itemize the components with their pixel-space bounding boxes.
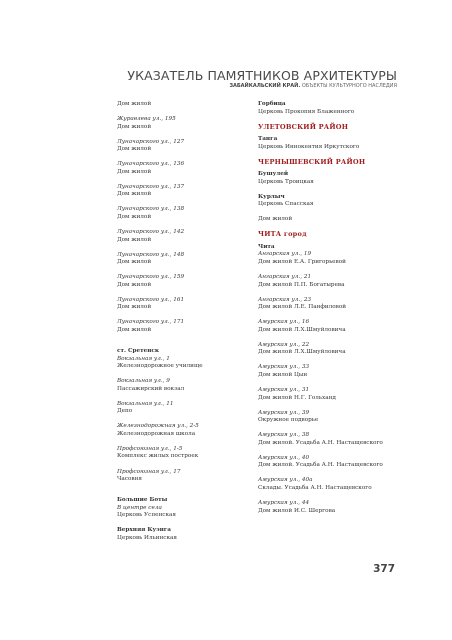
left-column [117,101,237,550]
monument-address: Амурская ул., 31 [258,387,310,394]
monument-entry [258,171,398,186]
monument-address: В центре села [117,504,162,511]
monument-entry [258,194,398,209]
monument-name: Железнодорожное училище [117,363,203,370]
monument-address: Амурская ул., 40 [258,454,310,461]
monument-name: Дом жилой [117,213,152,220]
monument-name: Железнодорожная школа [117,430,196,437]
monument-entry [258,455,398,470]
monument-entry [117,139,237,154]
monument-address: Амурская ул., 16 [258,319,310,326]
monument-name: Дом жилой [117,123,152,130]
district-heading: ЧИТА город [258,230,307,239]
monument-entry [258,387,398,402]
monument-entry [258,477,398,492]
monument-entry [117,274,237,289]
monument-name: Комплекс жилых построек [117,453,199,460]
page-header-subtitle [229,83,397,89]
locality-name: Бушулей [258,171,289,178]
monument-entry [117,184,237,199]
monument-entry [117,378,237,393]
district-heading: ЧЕРНЫШЕВСКИЙ РАЙОН [258,157,366,166]
monument-entry [258,364,398,379]
monument-name: Дом жилой П.П. Богатырева [258,281,345,288]
monument-entry [117,229,237,244]
monument-name: Дом жилой Л.Х.Шмуйловича [258,326,346,333]
monument-address: Железнодорожная ул., 2-5 [117,423,199,430]
monument-entry [117,206,237,221]
section-label: ОБЪЕКТЫ КУЛЬТУРНОГО НАСЛЕДИЯ [300,83,397,89]
monument-name: Дом жилой [117,236,152,243]
monument-entry [117,527,237,542]
monument-entry [258,410,398,425]
monument-address: Луначарского ул., 127 [117,138,185,145]
monument-entry [117,446,237,461]
monument-address: Ангарская ул., 21 [258,274,312,281]
monument-entry [117,252,237,267]
monument-name: Пассажирский вокзал [117,385,185,392]
monument-address: Вокзальная ул., 1 [117,355,170,362]
monument-entry [117,401,237,416]
monument-entry [258,342,398,357]
monument-address: Луначарского ул., 136 [117,161,185,168]
monument-name: Церковь Ильинская [117,534,178,541]
monument-name: Церковь Прокопия Блаженного [258,108,355,115]
locality-name: ст. Сретенск [117,348,159,355]
monument-name: Дом жилой И.С. Шергова [258,507,336,514]
page-header-title: УКАЗАТЕЛЬ ПАМЯТНИКОВ АРХИТЕКТУРЫ [127,68,397,83]
monument-name: Дом жилой. Усадьба А.Н. Настащевского [258,462,383,469]
monument-address: Амурская ул., 44 [258,500,310,506]
monument-address: Амурская ул., 33 [258,364,310,371]
monument-name: Склады. Усадьба А.Н. Настащевского [258,484,372,491]
monument-address: Вокзальная ул., 9 [117,378,170,385]
monument-name: Окружное подворье [258,417,319,424]
monument-address: Вокзальная ул., 11 [117,400,174,407]
monument-entry [258,216,398,224]
monument-address: Луначарского ул., 161 [117,296,185,303]
locality-name: Верхняя Куэнга [117,527,171,534]
monument-address: Профсоюзная ул., 17 [117,468,181,475]
monument-address: Амурская ул., 39 [258,409,310,416]
monument-entry [117,101,237,109]
monument-entry [258,500,398,515]
monument-entry [258,297,398,312]
monument-name: Дом жилой Н.Г. Гольханд [258,394,336,401]
monument-name: Церковь Спасская [258,201,314,208]
monument-address: Амурская ул., 40а [258,477,313,484]
monument-name: Дом жилой [117,146,152,153]
monument-name: Дом жилой [117,191,152,198]
monument-address: Журавлева ул., 195 [117,116,176,123]
monument-entry [117,348,237,371]
locality-name: Большие Боты [117,497,168,504]
locality-name: Танга [258,136,278,143]
monument-address: Амурская ул., 38 [258,432,310,439]
locality-name: Чита [258,243,275,250]
monument-name: Дом жилой [117,101,152,107]
monument-entry [117,469,237,484]
monument-entry [117,116,237,131]
monument-name: Дом жилой [117,304,152,311]
monument-name: Депо [117,408,133,415]
monument-address: Ангарская ул., 19 [258,251,312,258]
locality-name: Курлыч [258,193,285,200]
monument-address: Луначарского ул., 138 [117,206,185,213]
page-number: 377 [373,563,395,575]
monument-entry [258,244,398,267]
monument-entry [117,497,237,520]
monument-entry [258,101,398,116]
monument-name: Дом жилой. Усадьба А.Н. Настащевского [258,439,383,446]
monument-entry [258,319,398,334]
monument-address: Луначарского ул., 171 [117,319,185,326]
monument-name: Дом жилой [258,216,293,223]
monument-entry [117,319,237,334]
monument-address: Луначарского ул., 137 [117,183,185,190]
monument-name: Часовня [117,476,142,482]
monument-address: Луначарского ул., 142 [117,229,185,236]
monument-address: Луначарского ул., 148 [117,251,185,258]
monument-name: Дом жилой [117,326,152,333]
monument-address: Луначарского ул., 159 [117,274,185,281]
monument-entry [258,432,398,447]
monument-entry [258,274,398,289]
monument-entry [117,161,237,176]
region-label: ЗАБАЙКАЛЬСКИЙ КРАЙ. [229,83,301,89]
monument-entry [117,423,237,438]
monument-name: Церковь Троицкая [258,178,314,185]
monument-name: Дом жилой Л.Х.Шмуйловича [258,349,346,356]
monument-name: Дом жилой [117,281,152,288]
locality-name: Горбица [258,101,286,107]
district-heading: УЛЕТОВСКИЙ РАЙОН [258,122,349,131]
monument-name: Церковь Иннокентия Иркутского [258,143,360,150]
monument-name: Дом жилой Цын [258,371,308,378]
monument-address: Профсоюзная ул., 1-5 [117,445,183,452]
right-column [258,101,398,523]
monument-name: Дом жилой [117,168,152,175]
monument-entry [117,297,237,312]
monument-name: Дом жилой [117,259,152,266]
monument-entry [258,136,398,151]
monument-name: Церковь Успенская [117,512,177,519]
monument-name: Дом жилой Л.Е. Панфиловой [258,304,347,311]
monument-address: Амурская ул., 22 [258,341,310,348]
monument-name: Дом жилой Е.А. Григорьевой [258,258,346,265]
monument-address: Ангарская ул., 23 [258,296,312,303]
